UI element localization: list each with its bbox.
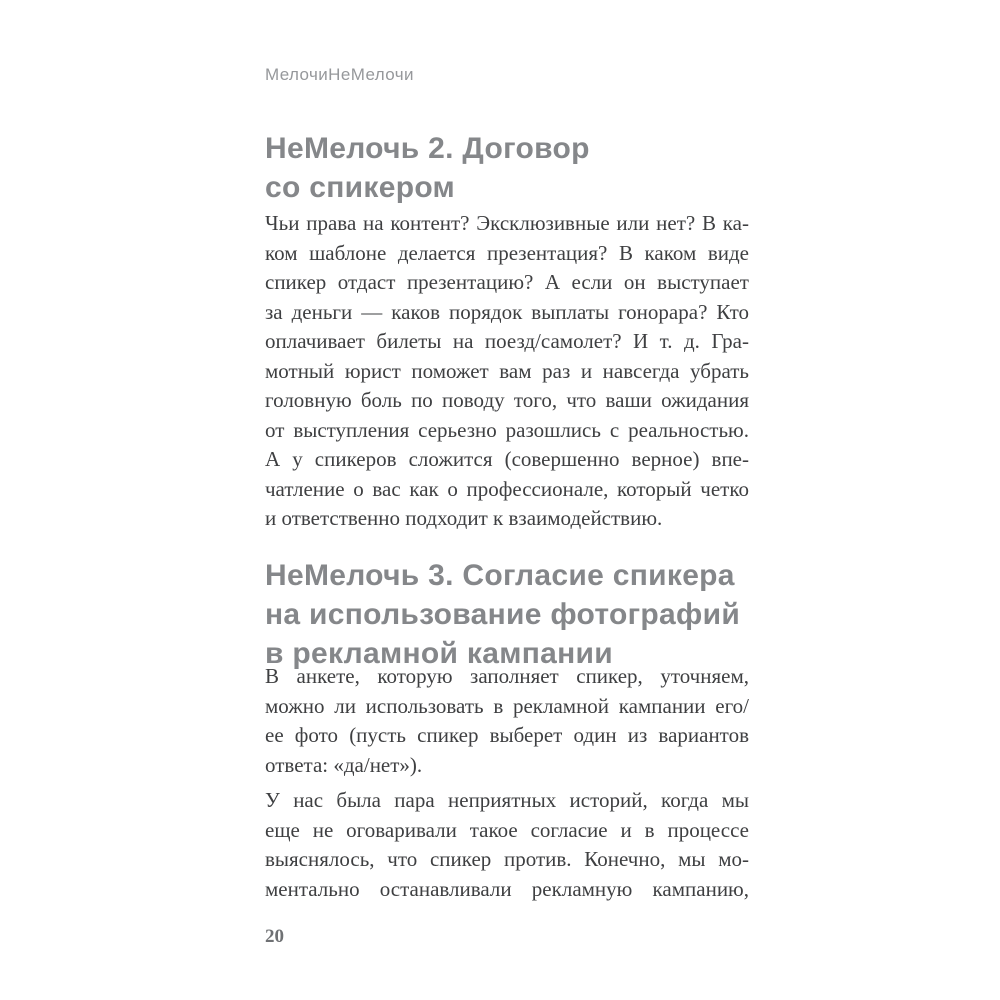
text-line: головную боль по поводу того, что ваши ожидания (265, 388, 749, 412)
text-line: ответа: «да/нет»). (265, 752, 423, 777)
paragraph (265, 662, 749, 780)
text-line: Чьи права на контент? Эксклюзивные или нет? В ка- (265, 211, 749, 235)
text-line: выяснялось, что спикер против. Конечно, мы мо- (265, 847, 749, 871)
heading-line: на использование фотографий (265, 598, 741, 631)
heading-line: в рекламной кампании (265, 637, 614, 670)
text-line: У нас была пара неприятных историй, когда мы (265, 788, 749, 812)
running-header: МелочиНеМелочи (265, 65, 414, 84)
paragraph (265, 209, 749, 534)
text-line: спикер отдаст презентацию? А если он выступает (265, 270, 749, 294)
heading-line: НеМелочь 2. Договор (265, 132, 590, 165)
text-line: мотный юрист поможет вам раз и навсегда убрать (265, 358, 749, 383)
paragraph (265, 786, 749, 904)
text-line: А у спикеров сложится (совершенно верное) впе- (265, 447, 749, 471)
page-number: 20 (265, 926, 284, 947)
text-line: можно ли использовать в рекламной кампании его/ (265, 693, 749, 718)
text-line: за деньги — каков порядок выплаты гонорара? Кто (265, 299, 749, 324)
text-line: чатление о вас как о профессионале, который четко (265, 476, 749, 501)
section-heading-2 (265, 129, 749, 207)
text-line: ком шаблоне делается презентация? В каком виде (265, 240, 749, 265)
text-line: ментально останавливали рекламную кампанию, (265, 876, 749, 901)
heading-line: со спикером (265, 171, 456, 204)
heading-line: НеМелочь 3. Согласие спикера (265, 559, 735, 592)
text-line: оплачивает билеты на поезд/самолет? И т. д. Гра- (265, 329, 749, 353)
text-line: В анкете, которую заполняет спикер, уточняем, (265, 664, 749, 688)
text-line: ее фото (пусть спикер выберет один из вариантов (265, 723, 749, 747)
section-heading-3 (265, 556, 749, 673)
text-line: и ответственно подходит к взаимодействию. (265, 506, 663, 530)
text-line: еще не оговаривали такое согласие и в процессе (265, 817, 749, 842)
text-line: от выступления серьезно разошлись с реальностью. (265, 417, 749, 442)
